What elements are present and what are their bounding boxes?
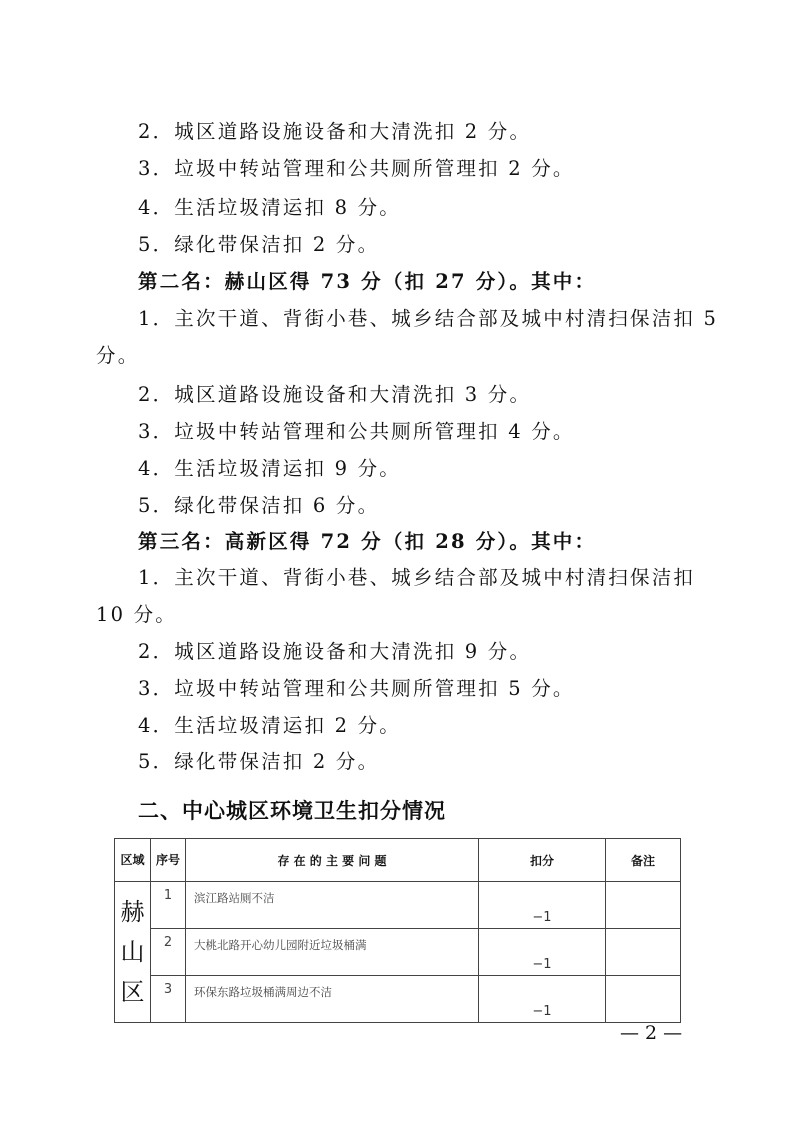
ranking-heading: 第二名：赫山区得 73 分（扣 27 分）。其中： <box>138 270 597 293</box>
body-line: 分。 <box>96 344 140 367</box>
body-line: 3．垃圾中转站管理和公共厕所管理扣 5 分。 <box>138 677 575 700</box>
note-cell <box>606 882 681 929</box>
deduction-table <box>114 838 681 1023</box>
area-name: 赫山区 <box>120 898 145 1006</box>
body-line: 2．城区道路设施设备和大清洗扣 9 分。 <box>138 640 532 663</box>
header-seq: 序号 <box>151 839 186 882</box>
score-cell: −1 <box>479 976 606 1023</box>
issue-cell: 大桃北路开心幼儿园附近垃圾桶满 <box>186 929 479 976</box>
note-cell <box>606 976 681 1023</box>
body-line: 3．垃圾中转站管理和公共厕所管理扣 4 分。 <box>138 420 575 443</box>
seq-cell: 3 <box>151 976 186 1023</box>
note-cell <box>606 929 681 976</box>
issue-cell: 滨江路站厕不洁 <box>186 882 479 929</box>
body-line: 10 分。 <box>96 603 178 626</box>
header-score: 扣分 <box>479 839 606 882</box>
body-line: 4．生活垃圾清运扣 9 分。 <box>138 457 402 480</box>
body-line: 2．城区道路设施设备和大清洗扣 2 分。 <box>138 120 532 143</box>
body-line: 5．绿化带保洁扣 6 分。 <box>138 494 380 517</box>
header-area: 区域 <box>115 839 151 882</box>
body-line: 5．绿化带保洁扣 2 分。 <box>138 233 380 256</box>
body-line: 4．生活垃圾清运扣 8 分。 <box>138 196 402 219</box>
header-note: 备注 <box>606 839 681 882</box>
issue-cell: 环保东路垃圾桶满周边不洁 <box>186 976 479 1023</box>
score-cell: −1 <box>479 929 606 976</box>
body-line: 1．主次干道、背街小巷、城乡结合部及城中村清扫保洁扣 5 <box>138 307 719 330</box>
seq-cell: 1 <box>151 882 186 929</box>
score-cell: −1 <box>479 882 606 929</box>
header-issue: 存 在 的 主 要 问 题 <box>186 839 479 882</box>
table-row <box>115 882 681 929</box>
table-row <box>115 929 681 976</box>
seq-cell: 2 <box>151 929 186 976</box>
body-line: 5．绿化带保洁扣 2 分。 <box>138 750 380 773</box>
page-number: — 2 — <box>620 1022 683 1044</box>
body-line: 3．垃圾中转站管理和公共厕所管理扣 2 分。 <box>138 157 575 180</box>
table-header-row <box>115 839 681 882</box>
table-row <box>115 976 681 1023</box>
area-cell <box>115 882 151 1023</box>
body-line: 4．生活垃圾清运扣 2 分。 <box>138 714 402 737</box>
body-line: 1．主次干道、背街小巷、城乡结合部及城中村清扫保洁扣 <box>138 566 696 589</box>
section-heading: 二、中心城区环境卫生扣分情况 <box>138 799 446 823</box>
ranking-heading: 第三名：高新区得 72 分（扣 28 分）。其中： <box>138 530 597 553</box>
body-line: 2．城区道路设施设备和大清洗扣 3 分。 <box>138 383 532 406</box>
